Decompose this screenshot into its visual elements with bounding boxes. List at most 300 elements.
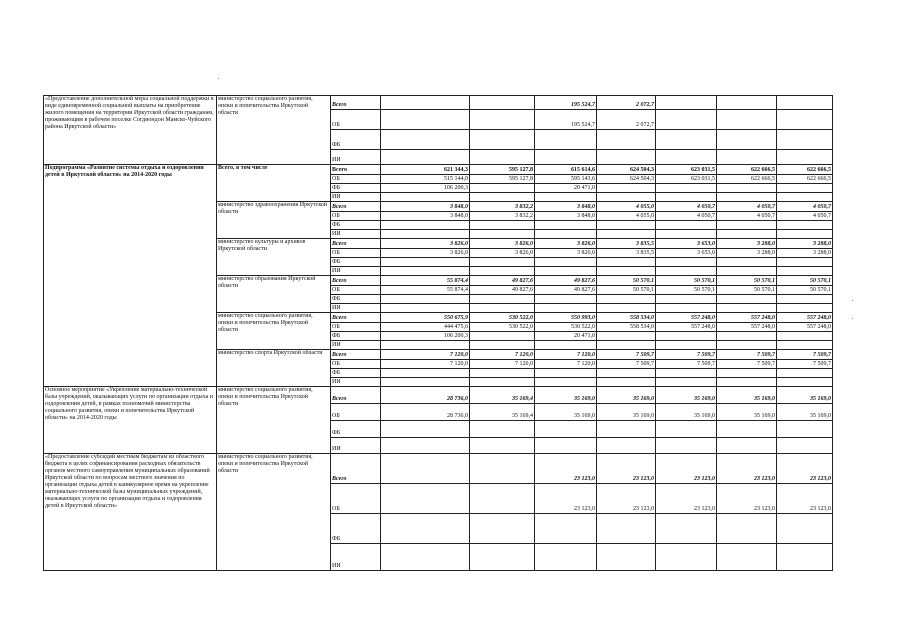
amount-cell: 3 288,0 — [777, 249, 833, 258]
amount-cell: 622 666,5 — [777, 165, 833, 175]
amount-cell — [717, 332, 777, 341]
amount-cell: 50 570,1 — [777, 276, 833, 286]
amount-cell — [470, 267, 535, 276]
amount-cell — [656, 110, 717, 130]
amount-cell: 557 248,0 — [717, 323, 777, 332]
amount-cell — [717, 96, 777, 110]
amount-cell: 7 120,0 — [470, 360, 535, 369]
responsible-executor-cell: министерство культуры и архивов Иркутской области — [217, 239, 331, 276]
funding-source-cell: ИИ — [331, 193, 381, 202]
amount-cell: 7 509,7 — [656, 360, 717, 369]
amount-cell — [597, 421, 656, 438]
funding-source-cell: ИИ — [331, 150, 381, 165]
amount-cell: 23 123,0 — [535, 454, 597, 484]
amount-cell: 3 848,0 — [535, 202, 597, 212]
scan-speck — [852, 318, 853, 319]
amount-cell: 2 072,7 — [597, 96, 656, 110]
amount-cell — [470, 258, 535, 267]
funding-source-cell: ИИ — [331, 341, 381, 350]
amount-cell — [717, 130, 777, 150]
amount-cell — [656, 514, 717, 544]
amount-cell: 3 653,0 — [656, 249, 717, 258]
amount-cell — [656, 304, 717, 313]
amount-cell — [717, 514, 777, 544]
amount-cell: 49 827,6 — [470, 276, 535, 286]
amount-cell: 50 570,1 — [717, 286, 777, 295]
amount-cell — [717, 438, 777, 454]
amount-cell: 23 123,0 — [717, 484, 777, 514]
amount-cell: 23 123,0 — [535, 484, 597, 514]
amount-cell — [535, 369, 597, 378]
amount-cell: 622 666,5 — [777, 175, 833, 184]
amount-cell — [717, 304, 777, 313]
amount-cell — [777, 421, 833, 438]
amount-cell: 3 848,0 — [535, 212, 597, 221]
amount-cell — [656, 221, 717, 230]
funding-source-cell: ИИ — [331, 378, 381, 387]
amount-cell — [717, 378, 777, 387]
amount-cell — [656, 230, 717, 239]
amount-cell: 558 534,0 — [597, 323, 656, 332]
amount-cell — [777, 369, 833, 378]
amount-cell — [535, 193, 597, 202]
amount-cell — [381, 130, 470, 150]
amount-cell — [656, 438, 717, 454]
amount-cell: 23 123,0 — [717, 454, 777, 484]
responsible-executor-cell: министерство социального развития, опеки и попечительства Иркутской области — [217, 313, 331, 350]
amount-cell: 622 666,5 — [717, 165, 777, 175]
responsible-executor-cell: министерство здравоохранения Иркутской области — [217, 202, 331, 239]
funding-source-cell: ИИ — [331, 304, 381, 313]
amount-cell: 557 248,0 — [656, 323, 717, 332]
amount-cell: 106 200,3 — [381, 332, 470, 341]
amount-cell: 3 826,0 — [470, 249, 535, 258]
amount-cell: 35 169,0 — [717, 404, 777, 421]
funding-source-cell: ФБ — [331, 130, 381, 150]
amount-cell — [656, 96, 717, 110]
amount-cell — [381, 258, 470, 267]
amount-cell: 35 169,0 — [535, 387, 597, 404]
amount-cell: 35 169,0 — [777, 404, 833, 421]
amount-cell: 3 826,0 — [535, 249, 597, 258]
amount-cell: 50 570,1 — [777, 286, 833, 295]
amount-cell — [535, 258, 597, 267]
amount-cell — [717, 150, 777, 165]
amount-cell — [535, 341, 597, 350]
amount-cell: 3 848,0 — [381, 202, 470, 212]
funding-source-cell: ФБ — [331, 221, 381, 230]
amount-cell: 3 826,0 — [381, 249, 470, 258]
amount-cell — [381, 110, 470, 130]
funding-source-cell: ОБ — [331, 360, 381, 369]
funding-source-cell: ФБ — [331, 421, 381, 438]
amount-cell — [777, 332, 833, 341]
amount-cell: 35 169,0 — [597, 404, 656, 421]
amount-cell: 35 169,0 — [656, 404, 717, 421]
amount-cell — [717, 295, 777, 304]
amount-cell — [656, 193, 717, 202]
amount-cell — [777, 378, 833, 387]
amount-cell: 49 827,6 — [535, 276, 597, 286]
amount-cell — [777, 230, 833, 239]
amount-cell — [777, 514, 833, 544]
funding-source-cell: ОБ — [331, 404, 381, 421]
responsible-executor-cell: министерство спорта Иркутской области — [217, 350, 331, 387]
amount-cell — [597, 304, 656, 313]
amount-cell — [717, 193, 777, 202]
amount-cell: 595 127,8 — [470, 175, 535, 184]
funding-source-cell: Всего — [331, 202, 381, 212]
amount-cell — [470, 454, 535, 484]
amount-cell — [597, 150, 656, 165]
amount-cell — [777, 130, 833, 150]
funding-source-cell: Всего — [331, 96, 381, 110]
program-name-cell: Основное мероприятие «Укрепление материально-технической базы учреждений, оказывающих услуги по организации отдыха и оздоровления детей, в рамках полномочий министерства социального развития, опеки и попечительства Иркутской области» на 2014-2020 годы — [44, 387, 217, 454]
amount-cell: 35 169,0 — [535, 404, 597, 421]
amount-cell — [535, 421, 597, 438]
amount-cell: 557 248,0 — [777, 323, 833, 332]
funding-source-cell: Всего — [331, 387, 381, 404]
amount-cell — [597, 369, 656, 378]
amount-cell: 623 031,5 — [656, 175, 717, 184]
amount-cell: 3 826,0 — [535, 239, 597, 249]
amount-cell: 515 144,0 — [381, 175, 470, 184]
amount-cell: 3 826,0 — [381, 239, 470, 249]
amount-cell — [381, 304, 470, 313]
amount-cell — [470, 150, 535, 165]
table-row — [44, 387, 833, 404]
amount-cell: 195 524,7 — [535, 110, 597, 130]
amount-cell: 3 835,5 — [597, 239, 656, 249]
amount-cell — [535, 514, 597, 544]
amount-cell — [597, 514, 656, 544]
responsible-executor-cell: министерство социального развития, опеки и попечительства Иркутской области — [217, 387, 331, 454]
amount-cell — [597, 258, 656, 267]
amount-cell: 3 653,0 — [656, 239, 717, 249]
amount-cell — [777, 544, 833, 571]
amount-cell — [717, 230, 777, 239]
funding-source-cell: ИИ — [331, 544, 381, 571]
amount-cell: 550 993,0 — [535, 313, 597, 323]
amount-cell: 4 055,0 — [597, 212, 656, 221]
amount-cell — [717, 544, 777, 571]
amount-cell: 7 509,7 — [717, 350, 777, 360]
amount-cell: 623 031,5 — [656, 165, 717, 175]
funding-source-cell: ОБ — [331, 484, 381, 514]
amount-cell — [777, 110, 833, 130]
amount-cell: 23 123,0 — [597, 454, 656, 484]
amount-cell — [717, 421, 777, 438]
responsible-executor-cell: министерство социального развития, опеки и попечительства Иркутской области — [217, 454, 331, 571]
funding-source-cell: ИИ — [331, 230, 381, 239]
amount-cell — [777, 96, 833, 110]
amount-cell — [777, 193, 833, 202]
amount-cell — [597, 267, 656, 276]
amount-cell: 595 127,8 — [470, 165, 535, 175]
amount-cell — [381, 295, 470, 304]
amount-cell — [470, 193, 535, 202]
amount-cell — [656, 341, 717, 350]
amount-cell: 4 050,7 — [656, 212, 717, 221]
funding-source-cell: Всего — [331, 165, 381, 175]
table-row — [44, 165, 833, 175]
amount-cell — [381, 484, 470, 514]
amount-cell: 35 169,0 — [597, 387, 656, 404]
amount-cell — [656, 369, 717, 378]
amount-cell — [717, 221, 777, 230]
amount-cell — [470, 184, 535, 193]
amount-cell — [656, 544, 717, 571]
amount-cell: 557 248,0 — [717, 313, 777, 323]
program-name-cell: «Предоставление дополнительной меры социальной поддержки в виде единовременной социальной выплаты на приобретение жилого помещения на территории Иркутской области гражданам, проживающим в рабочем поселке Согдиондон Мамско-Чуйского района Иркутской области» — [44, 96, 217, 165]
amount-cell: 7 120,0 — [381, 360, 470, 369]
amount-cell: 4 050,7 — [656, 202, 717, 212]
amount-cell — [470, 332, 535, 341]
amount-cell — [470, 110, 535, 130]
amount-cell — [470, 438, 535, 454]
amount-cell: 4 050,7 — [717, 202, 777, 212]
responsible-executor-cell: министерство образования Иркутской области — [217, 276, 331, 313]
amount-cell: 7 120,0 — [470, 350, 535, 360]
amount-cell — [717, 369, 777, 378]
amount-cell — [717, 110, 777, 130]
amount-cell: 558 534,0 — [597, 313, 656, 323]
funding-source-cell: Всего — [331, 239, 381, 249]
amount-cell: 3 835,5 — [597, 249, 656, 258]
amount-cell: 7 509,7 — [597, 350, 656, 360]
amount-cell: 23 123,0 — [777, 454, 833, 484]
budget-table — [43, 95, 833, 571]
amount-cell — [656, 295, 717, 304]
amount-cell — [381, 378, 470, 387]
amount-cell: 35 169,4 — [470, 404, 535, 421]
amount-cell: 28 736,0 — [381, 404, 470, 421]
funding-source-cell: ФБ — [331, 514, 381, 544]
amount-cell: 7 509,7 — [777, 350, 833, 360]
amount-cell — [535, 304, 597, 313]
amount-cell: 530 522,0 — [470, 323, 535, 332]
amount-cell: 7 509,7 — [656, 350, 717, 360]
amount-cell — [777, 184, 833, 193]
funding-source-cell: ФБ — [331, 184, 381, 193]
amount-cell — [597, 544, 656, 571]
program-name-cell: Подпрограмма «Развитие системы отдыха и оздоровления детей в Иркутской области» на 2014-2020 годы — [44, 165, 217, 387]
amount-cell: 530 522,0 — [470, 313, 535, 323]
amount-cell — [777, 341, 833, 350]
amount-cell — [381, 438, 470, 454]
amount-cell — [381, 150, 470, 165]
amount-cell: 106 200,3 — [381, 184, 470, 193]
amount-cell: 50 570,1 — [717, 276, 777, 286]
amount-cell — [597, 332, 656, 341]
amount-cell: 624 504,3 — [597, 165, 656, 175]
amount-cell — [597, 438, 656, 454]
table-row — [44, 454, 833, 484]
amount-cell — [597, 378, 656, 387]
amount-cell: 4 050,7 — [717, 212, 777, 221]
amount-cell: 3 848,0 — [381, 212, 470, 221]
amount-cell — [656, 150, 717, 165]
amount-cell — [535, 130, 597, 150]
amount-cell: 50 570,1 — [597, 276, 656, 286]
amount-cell: 195 524,7 — [535, 96, 597, 110]
amount-cell — [470, 378, 535, 387]
responsible-executor-cell: Всего, в том числе — [217, 165, 331, 202]
funding-source-cell: ОБ — [331, 249, 381, 258]
amount-cell: 7 120,0 — [535, 360, 597, 369]
amount-cell: 4 050,7 — [777, 202, 833, 212]
amount-cell: 23 123,0 — [656, 484, 717, 514]
amount-cell — [470, 421, 535, 438]
funding-source-cell: Всего — [331, 313, 381, 323]
funding-source-cell: ФБ — [331, 258, 381, 267]
amount-cell — [777, 295, 833, 304]
funding-source-cell: ФБ — [331, 332, 381, 341]
funding-source-cell: Всего — [331, 276, 381, 286]
amount-cell: 49 827,6 — [535, 286, 597, 295]
amount-cell — [381, 230, 470, 239]
amount-cell — [535, 230, 597, 239]
amount-cell: 624 504,3 — [597, 175, 656, 184]
amount-cell — [381, 544, 470, 571]
amount-cell: 3 826,0 — [470, 239, 535, 249]
amount-cell — [381, 514, 470, 544]
amount-cell: 35 169,0 — [717, 387, 777, 404]
amount-cell — [597, 130, 656, 150]
amount-cell — [656, 421, 717, 438]
amount-cell — [535, 378, 597, 387]
amount-cell — [717, 267, 777, 276]
amount-cell — [777, 267, 833, 276]
amount-cell: 557 248,0 — [656, 313, 717, 323]
funding-source-cell: ФБ — [331, 295, 381, 304]
amount-cell: 7 509,7 — [597, 360, 656, 369]
amount-cell: 35 169,4 — [470, 387, 535, 404]
amount-cell: 3 832,2 — [470, 202, 535, 212]
amount-cell — [535, 150, 597, 165]
amount-cell: 7 509,7 — [717, 360, 777, 369]
amount-cell: 2 072,7 — [597, 110, 656, 130]
amount-cell — [656, 267, 717, 276]
amount-cell — [597, 295, 656, 304]
amount-cell — [470, 369, 535, 378]
amount-cell — [597, 184, 656, 193]
amount-cell — [717, 258, 777, 267]
amount-cell — [470, 230, 535, 239]
amount-cell — [535, 221, 597, 230]
funding-source-cell: ОБ — [331, 286, 381, 295]
amount-cell — [470, 341, 535, 350]
amount-cell: 23 123,0 — [597, 484, 656, 514]
amount-cell: 7 120,0 — [535, 350, 597, 360]
amount-cell — [656, 184, 717, 193]
amount-cell: 621 344,3 — [381, 165, 470, 175]
amount-cell — [381, 96, 470, 110]
amount-cell: 7 509,7 — [777, 360, 833, 369]
amount-cell — [535, 295, 597, 304]
amount-cell: 4 055,0 — [597, 202, 656, 212]
amount-cell — [597, 230, 656, 239]
table-row — [44, 96, 833, 110]
amount-cell: 55 874,4 — [381, 276, 470, 286]
amount-cell: 595 143,6 — [535, 175, 597, 184]
amount-cell — [381, 193, 470, 202]
amount-cell — [381, 369, 470, 378]
amount-cell: 23 123,0 — [656, 454, 717, 484]
amount-cell: 622 666,5 — [717, 175, 777, 184]
amount-cell: 28 736,0 — [381, 387, 470, 404]
amount-cell — [597, 221, 656, 230]
amount-cell — [777, 150, 833, 165]
amount-cell: 35 169,0 — [777, 387, 833, 404]
funding-source-cell: ФБ — [331, 369, 381, 378]
scan-speck — [218, 78, 219, 79]
funding-source-cell: Всего — [331, 454, 381, 484]
amount-cell: 530 522,0 — [535, 323, 597, 332]
amount-cell: 3 288,0 — [717, 249, 777, 258]
amount-cell — [381, 454, 470, 484]
amount-cell — [535, 438, 597, 454]
amount-cell — [656, 258, 717, 267]
amount-cell — [777, 438, 833, 454]
amount-cell — [470, 514, 535, 544]
amount-cell — [777, 258, 833, 267]
amount-cell — [777, 221, 833, 230]
amount-cell: 20 471,0 — [535, 332, 597, 341]
amount-cell: 55 874,4 — [381, 286, 470, 295]
amount-cell: 444 475,6 — [381, 323, 470, 332]
amount-cell: 20 471,0 — [535, 184, 597, 193]
amount-cell — [470, 484, 535, 514]
amount-cell — [381, 267, 470, 276]
amount-cell — [597, 193, 656, 202]
amount-cell — [381, 221, 470, 230]
amount-cell — [470, 544, 535, 571]
amount-cell — [381, 341, 470, 350]
funding-source-cell: ИИ — [331, 267, 381, 276]
amount-cell: 7 120,0 — [381, 350, 470, 360]
amount-cell: 3 832,2 — [470, 212, 535, 221]
amount-cell: 50 570,1 — [656, 276, 717, 286]
amount-cell — [535, 544, 597, 571]
amount-cell: 49 827,6 — [470, 286, 535, 295]
amount-cell: 50 570,1 — [597, 286, 656, 295]
amount-cell — [777, 304, 833, 313]
amount-cell: 23 123,0 — [777, 484, 833, 514]
funding-source-cell: ИИ — [331, 438, 381, 454]
amount-cell — [535, 267, 597, 276]
amount-cell — [717, 184, 777, 193]
amount-cell: 550 675,9 — [381, 313, 470, 323]
amount-cell: 50 570,1 — [656, 286, 717, 295]
table-body — [44, 96, 833, 571]
amount-cell — [656, 378, 717, 387]
amount-cell — [470, 295, 535, 304]
amount-cell — [470, 304, 535, 313]
responsible-executor-cell: министерство социального развития, опеки и попечительства Иркутской области — [217, 96, 331, 165]
amount-cell — [470, 130, 535, 150]
funding-source-cell: ОБ — [331, 323, 381, 332]
amount-cell: 3 288,0 — [777, 239, 833, 249]
amount-cell: 4 050,7 — [777, 212, 833, 221]
amount-cell — [717, 341, 777, 350]
amount-cell — [597, 341, 656, 350]
funding-source-cell: ОБ — [331, 110, 381, 130]
scan-speck — [852, 300, 853, 301]
amount-cell — [656, 130, 717, 150]
amount-cell — [656, 332, 717, 341]
amount-cell: 557 248,0 — [777, 313, 833, 323]
